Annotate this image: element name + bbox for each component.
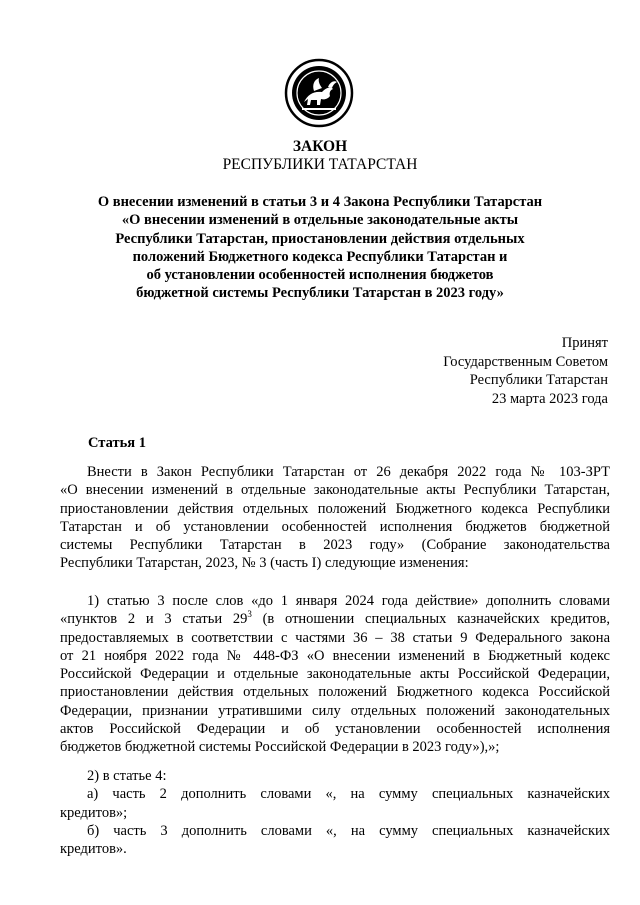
text-line: бюджетов бюджетной системы Российской Федерации в 2023 году»),»; [60, 739, 500, 756]
law-heading: ЗАКОН [292, 138, 348, 155]
text-line: Российской Федерации и отдельные законодательные акты Российской Федерации, [60, 666, 610, 683]
text-line: Федерации, признании утратившими силу отдельных положений законодательных [60, 702, 610, 719]
text-line: кредитов»; [60, 804, 128, 821]
text-line: приостановлении действия отдельных положений Бюджетного кодекса Российской [60, 684, 610, 701]
adoption-date: 23 марта 2023 года [491, 390, 608, 407]
text-fragment: (в отношении специальных казначейских кредитов, [251, 611, 610, 628]
adoption-line: Государственным Советом [443, 353, 608, 370]
adoption-line: Республики Татарстан [469, 372, 608, 389]
text-line: актов Российской Федерации и об установлении особенностей исполнения [60, 721, 610, 738]
law-title-line: Республики Татарстан, приостановлении действия отдельных [115, 230, 525, 247]
republic-heading: РЕСПУБЛИКИ ТАТАРСТАН [222, 156, 418, 173]
law-title-line: О внесении изменений в статьи 3 и 4 Закона Республики Татарстан [97, 194, 543, 210]
text-line: предоставляемых в соответствии с частями 36 – 38 статьи 9 Федерального закона [60, 629, 610, 646]
law-title-line: «О внесении изменений в отдельные законодательные акты [121, 212, 519, 229]
adoption-block [443, 334, 608, 408]
text-line: б) часть 3 дополнить словами «, на сумму специальных казначейских [87, 822, 610, 839]
text-line: «О внесении изменений в отдельные законодательные акты Республики Татарстан, [60, 482, 610, 499]
text-line: Внести в Закон Республики Татарстан от 26 декабря 2022 года № 103-ЗРТ [87, 464, 610, 480]
text-line: от 21 ноября 2022 года № 448-ФЗ «О внесении изменений в Бюджетный кодекс [60, 647, 610, 664]
text-line: приостановлении действия отдельных положений Бюджетного кодекса Республики [60, 500, 610, 517]
law-title-line: бюджетной системы Республики Татарстан в 2023 году» [136, 285, 504, 302]
text-line: а) часть 2 дополнить словами «, на сумму специальных казначейских [87, 786, 610, 803]
article-intro [60, 463, 610, 573]
text-line: системы Республики Татарстан в 2023 году» (Собрание законодательства [60, 537, 610, 554]
superscript: 3 [247, 609, 252, 620]
adoption-line: Принят [561, 335, 608, 351]
law-title [80, 193, 560, 303]
text-fragment: «пунктов 2 и 3 статьи 29 [60, 611, 248, 628]
text-line: 1) статью 3 после слов «до 1 января 2024 года действие» дополнить словами [87, 593, 610, 609]
text-line: Республики Татарстан, 2023, № 3 (часть I) следующие изменения: [60, 555, 469, 572]
item-1 [60, 592, 610, 757]
item-2 [60, 767, 610, 858]
text-line: Татарстан и об установлении особенностей исполнения бюджетов бюджетной [60, 518, 610, 535]
article-heading: Статья 1 [88, 435, 146, 451]
text-line [60, 610, 610, 628]
tatarstan-coat-of-arms-icon [284, 58, 354, 128]
text-line: 2) в статье 4: [87, 768, 167, 784]
law-title-line: об установлении особенностей исполнения бюджетов [146, 267, 494, 284]
text-line: кредитов». [60, 841, 127, 858]
law-title-line: положений Бюджетного кодекса Республики Татарстан и [132, 248, 508, 265]
